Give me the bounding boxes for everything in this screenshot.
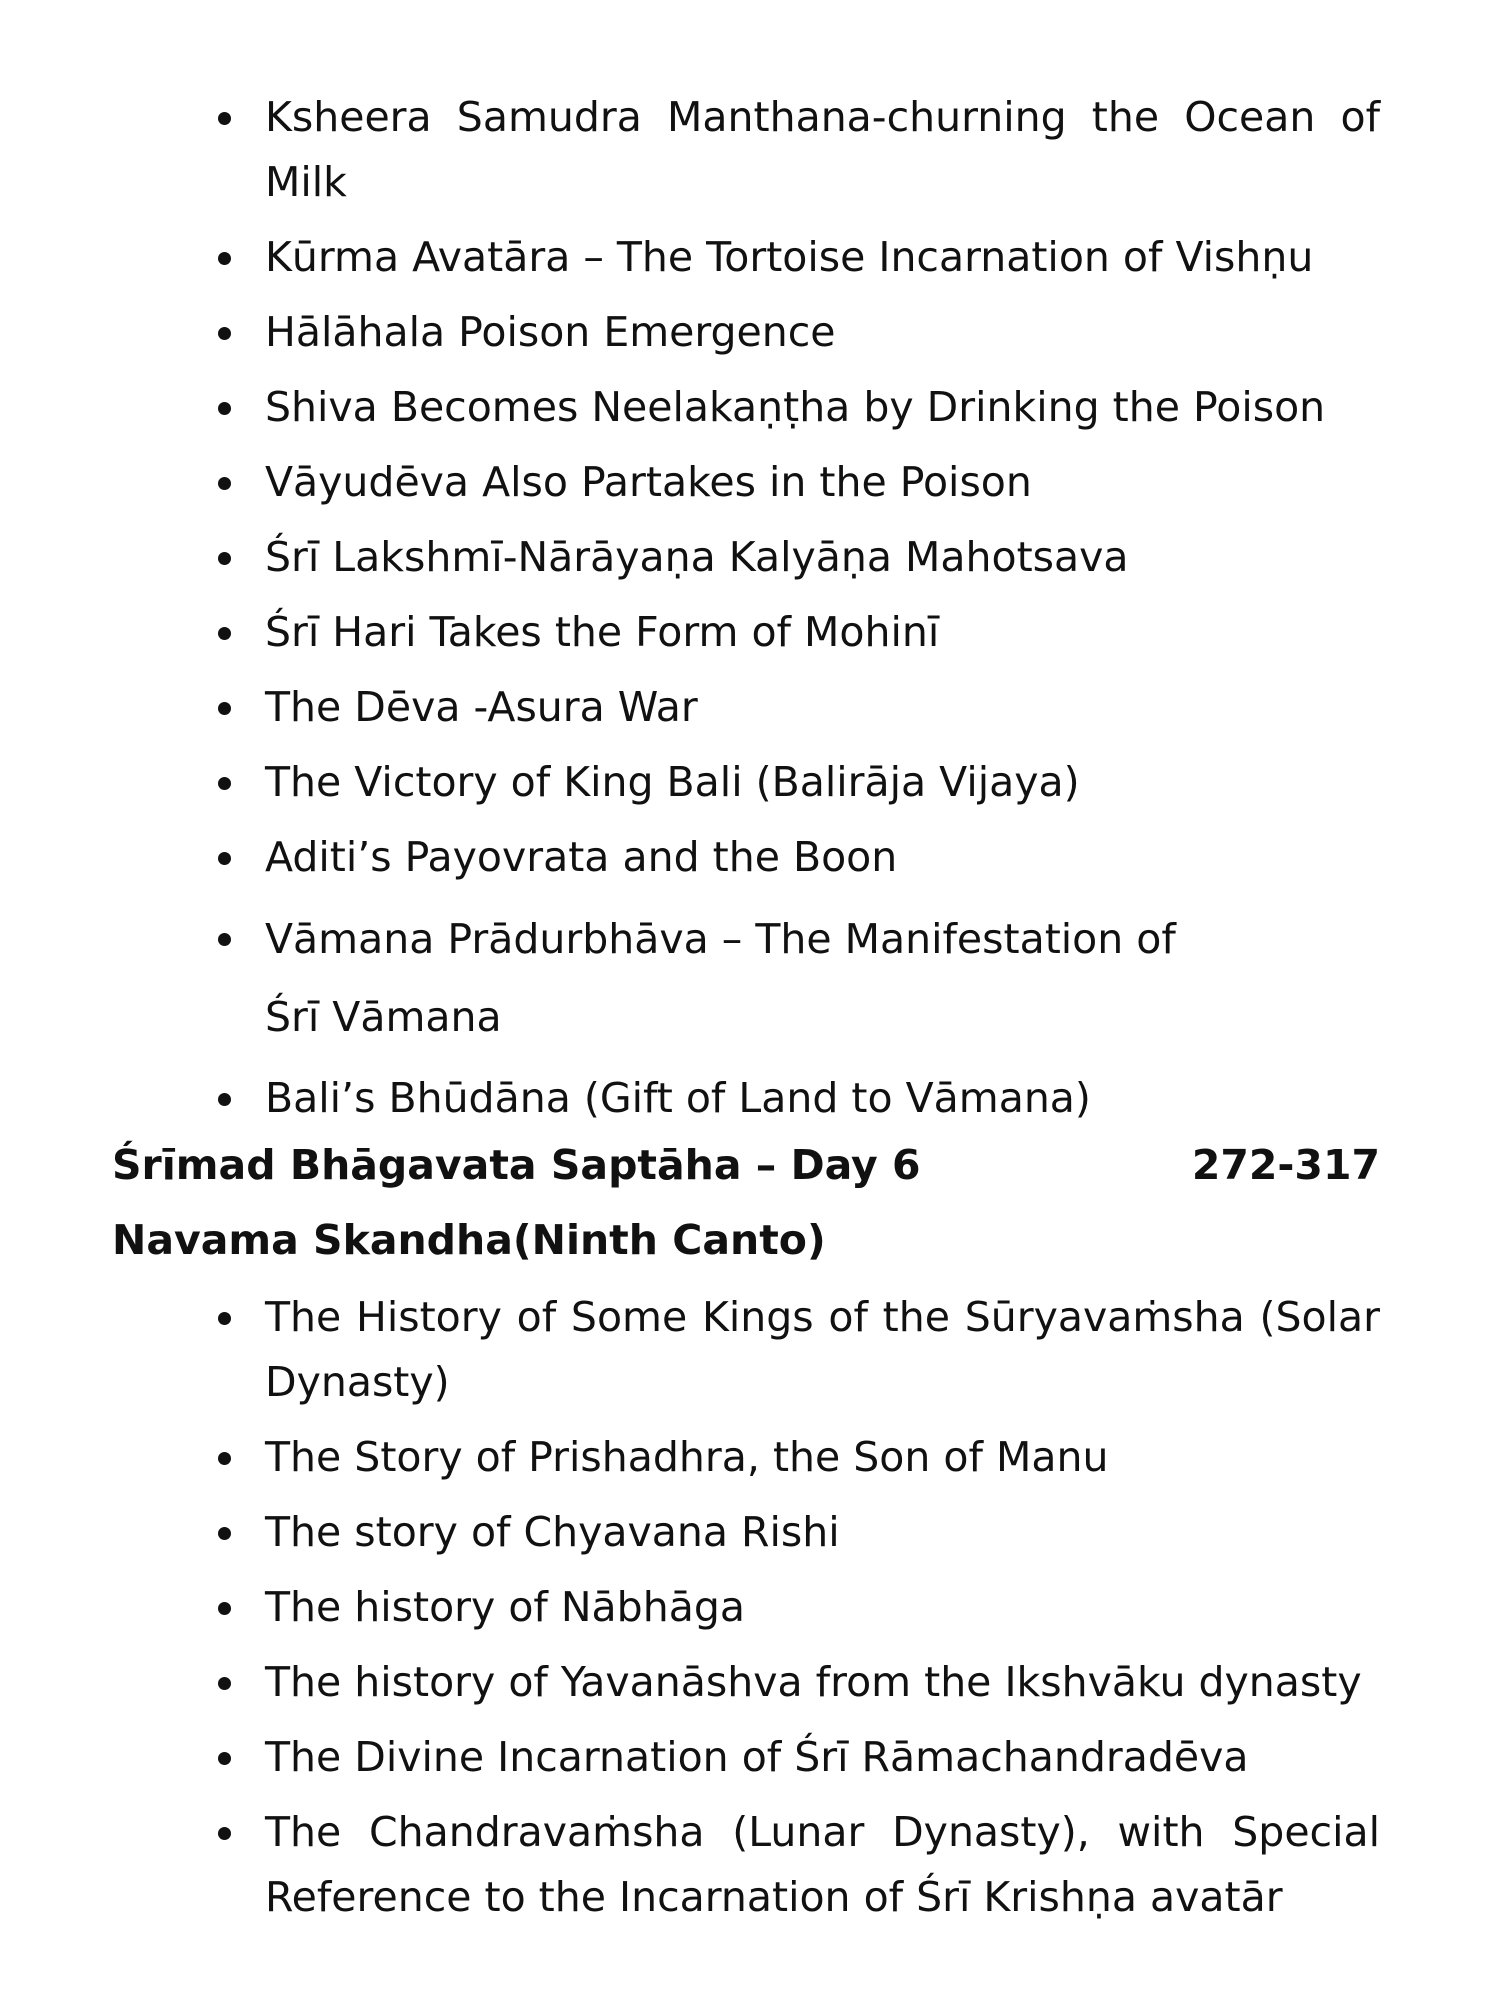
- list-item: [210, 1800, 1380, 1930]
- bullet-icon: [218, 627, 231, 640]
- list-item-text: Śrī Hari Takes the Form of Mohinī: [265, 608, 940, 656]
- list-item: [210, 1285, 1380, 1415]
- list-item-text: Vāyudēva Also Partakes in the Poison: [265, 458, 1032, 506]
- list-item-text: The Dēva -Asura War: [265, 683, 698, 731]
- list-item: [210, 225, 1380, 290]
- bullet-icon: [218, 702, 231, 715]
- bullet-icon: [218, 1827, 231, 1840]
- bullet-icon: [218, 402, 231, 415]
- ninth-canto-topic-list: [210, 1285, 1380, 1940]
- list-item-text: The History of Some Kings of the Sūryavaṁsha (Solar Dynasty): [265, 1293, 1380, 1406]
- list-item: [210, 1575, 1380, 1640]
- list-item-text: Shiva Becomes Neelakaṇṭha by Drinking the Poison: [265, 383, 1326, 431]
- bullet-icon: [218, 1602, 231, 1615]
- list-item-text: Aditi’s Payovrata and the Boon: [265, 833, 898, 881]
- list-item: [210, 900, 1380, 1056]
- list-item: [210, 1425, 1380, 1490]
- bullet-icon: [218, 1752, 231, 1765]
- list-item-text: Vāmana Prādurbhāva – The Manifestation of Śrī Vāmana: [265, 915, 1176, 1041]
- bullet-icon: [218, 1677, 231, 1690]
- list-item: [210, 1500, 1380, 1565]
- bullet-icon: [218, 777, 231, 790]
- bullet-icon: [218, 852, 231, 865]
- bullet-icon: [218, 327, 231, 340]
- list-item: [210, 525, 1380, 590]
- list-item: [210, 825, 1380, 890]
- bullet-icon: [218, 112, 231, 125]
- list-item-text: The story of Chyavana Rishi: [265, 1508, 840, 1556]
- list-item: [210, 675, 1380, 740]
- list-item-text: Ksheera Samudra Manthana-churning the Ocean of Milk: [265, 93, 1380, 206]
- bullet-icon: [218, 1452, 231, 1465]
- list-item: [210, 1066, 1380, 1131]
- bullet-icon: [218, 933, 231, 946]
- eighth-canto-topic-list: [210, 85, 1380, 1141]
- bullet-icon: [218, 1527, 231, 1540]
- bullet-icon: [218, 252, 231, 265]
- bullet-icon: [218, 1312, 231, 1325]
- list-item: [210, 450, 1380, 515]
- list-item: [210, 600, 1380, 665]
- list-item-text: The Divine Incarnation of Śrī Rāmachandradēva: [265, 1733, 1249, 1781]
- list-item: [210, 300, 1380, 365]
- section-heading: [112, 1135, 1380, 1195]
- bullet-icon: [218, 477, 231, 490]
- page-range: 272-317: [1191, 1141, 1380, 1189]
- list-item: [210, 1650, 1380, 1715]
- list-item: [210, 750, 1380, 815]
- list-item-text: Bali’s Bhūdāna (Gift of Land to Vāmana): [265, 1074, 1091, 1122]
- list-item-text: Hālāhala Poison Emergence: [265, 308, 836, 356]
- list-item: [210, 375, 1380, 440]
- bullet-icon: [218, 1093, 231, 1106]
- list-item-text: Śrī Lakshmī-Nārāyaṇa Kalyāṇa Mahotsava: [265, 533, 1129, 581]
- list-item-text: The history of Yavanāshva from the Ikshvāku dynasty: [265, 1658, 1362, 1706]
- list-item-text: The Chandravaṁsha (Lunar Dynasty), with Special Reference to the Incarnation of Śrī Krishṇa avatār: [265, 1808, 1380, 1921]
- list-item-text: The Victory of King Bali (Balirāja Vijaya): [265, 758, 1080, 806]
- list-item-text: Kūrma Avatāra – The Tortoise Incarnation of Vishṇu: [265, 233, 1314, 281]
- list-item-text: The history of Nābhāga: [265, 1583, 745, 1631]
- section-title: Śrīmad Bhāgavata Saptāha – Day 6: [112, 1141, 921, 1189]
- list-item: [210, 1725, 1380, 1790]
- list-item-text: The Story of Prishadhra, the Son of Manu: [265, 1433, 1109, 1481]
- bullet-icon: [218, 552, 231, 565]
- list-item: [210, 85, 1380, 215]
- canto-heading: Navama Skandha(Ninth Canto): [112, 1216, 826, 1264]
